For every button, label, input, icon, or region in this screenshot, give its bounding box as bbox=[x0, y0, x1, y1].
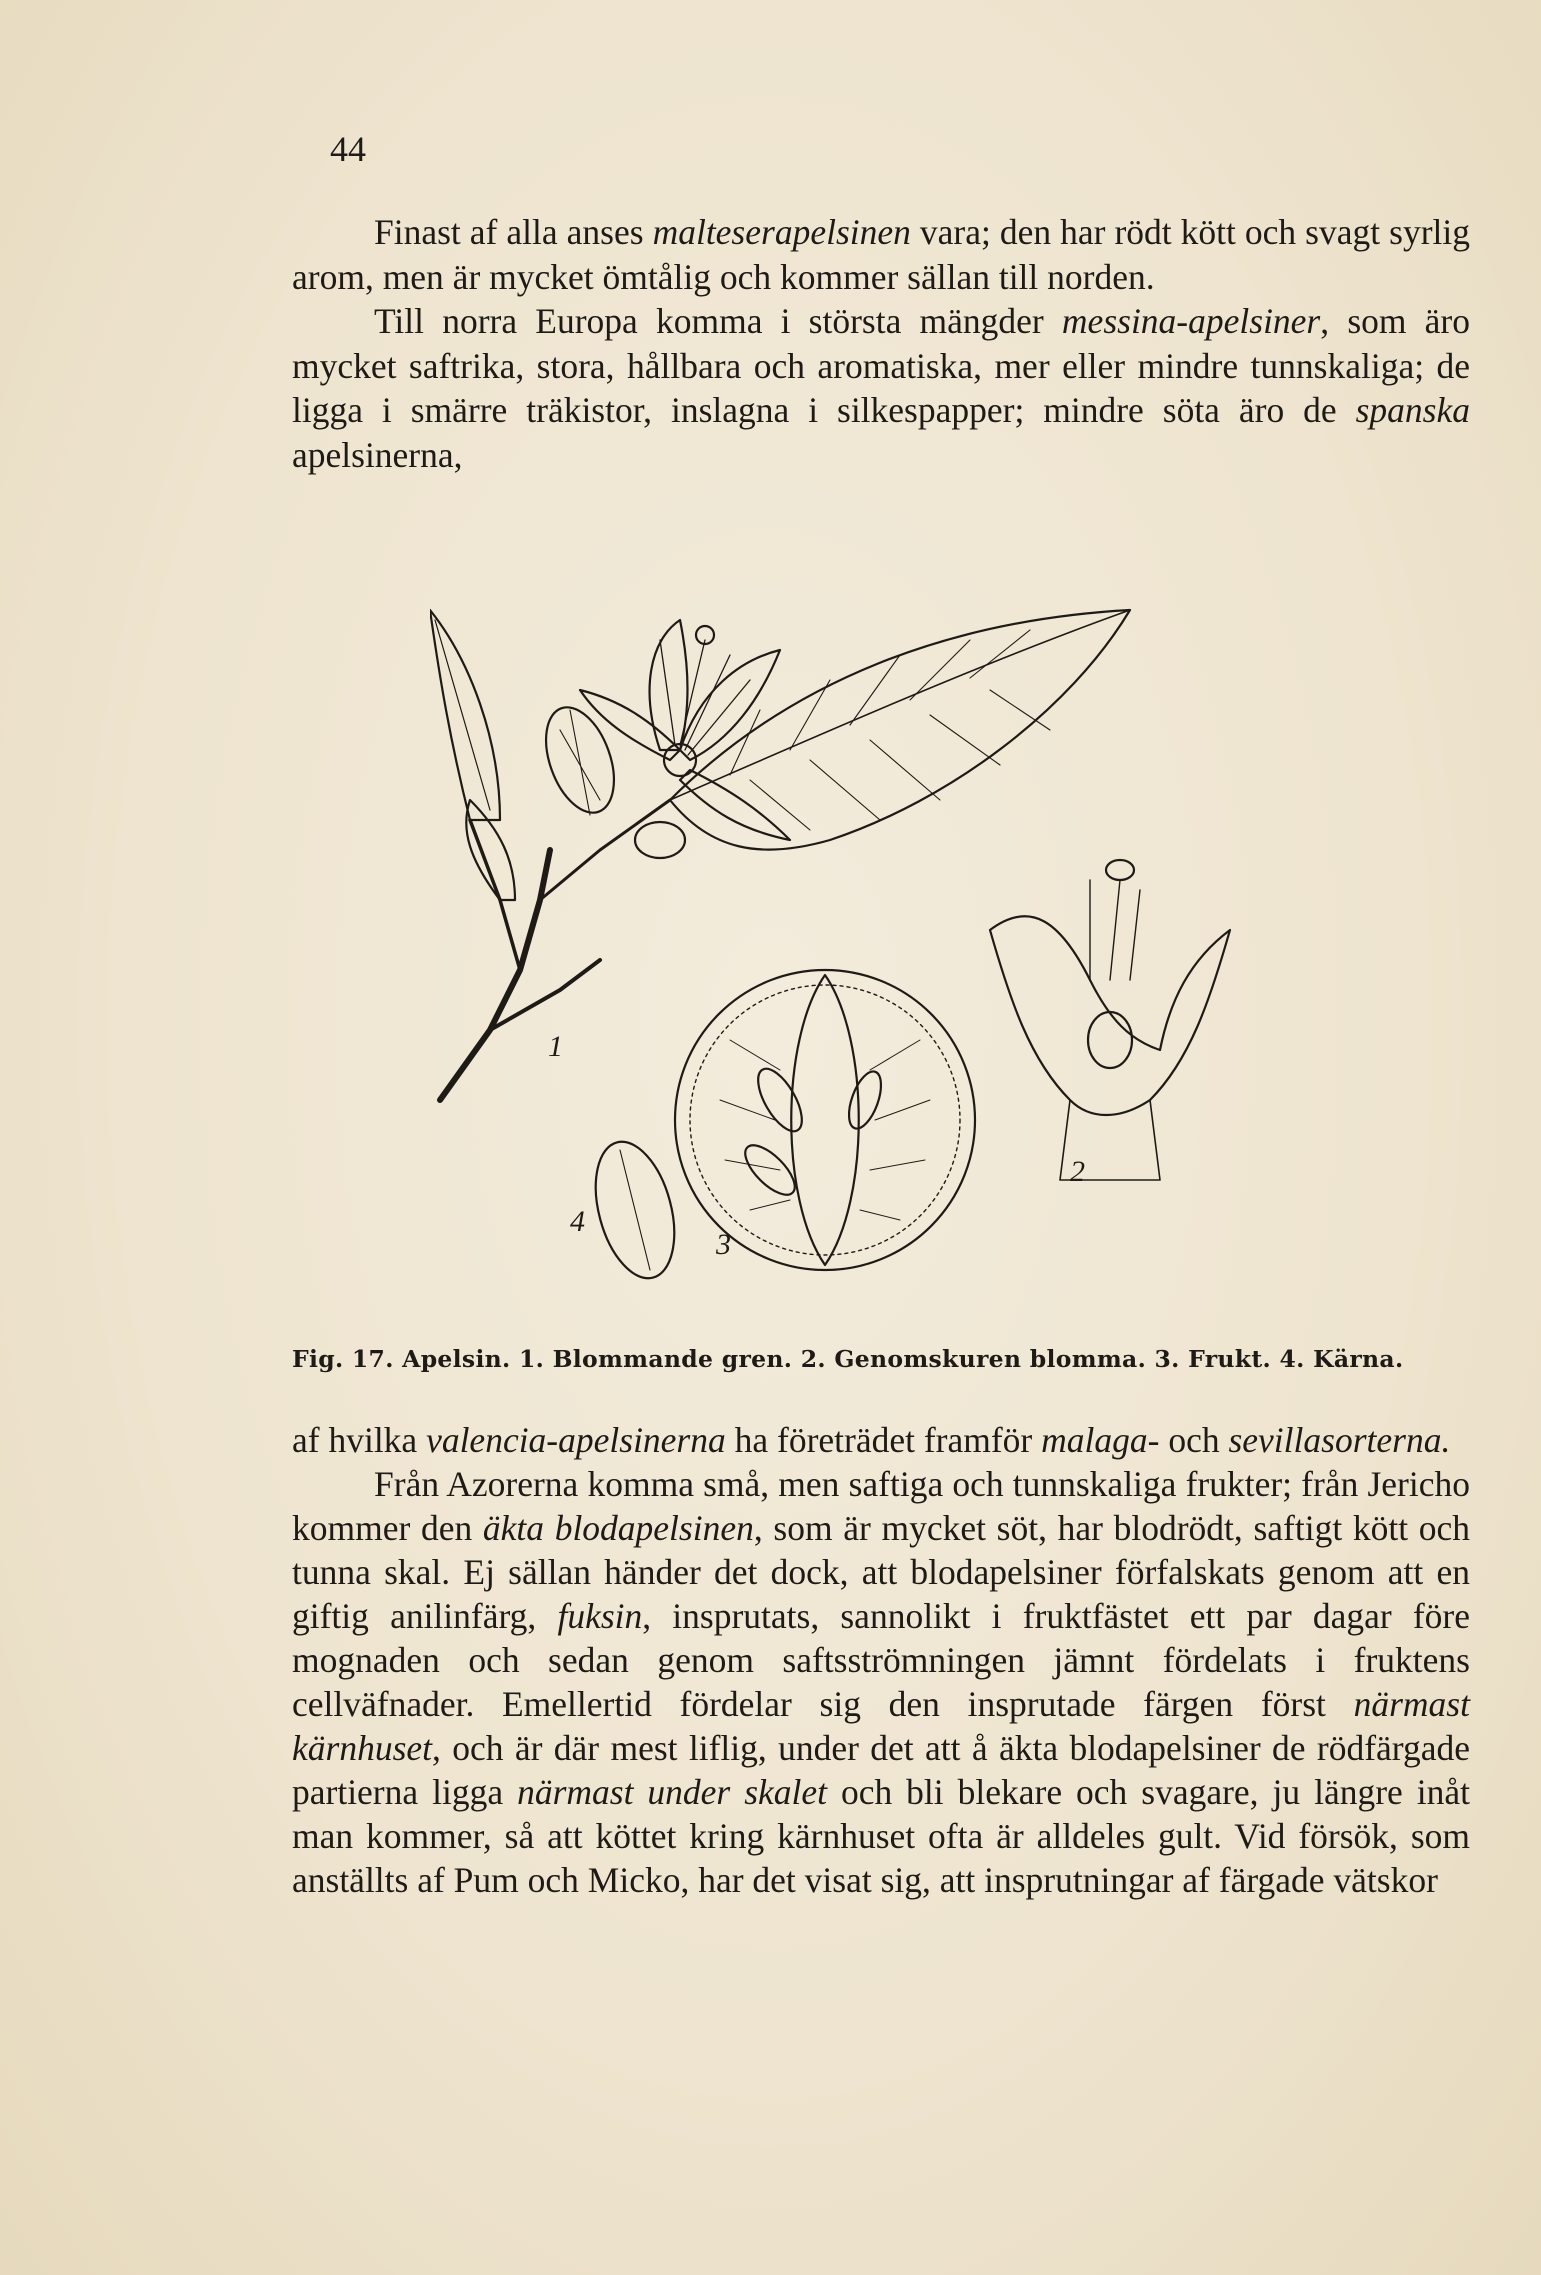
text-run: , insprutats, sannolikt i fruktfästet ett par dagar före mognaden och sedan genom saftsströmningen jämnt fördelats i fruktens cellväfnader. Emellertid fördelar sig den insprutade färgen först bbox=[292, 1596, 1470, 1724]
paragraph bbox=[292, 1418, 1470, 1462]
text-run: apelsinerna, bbox=[292, 434, 463, 475]
text-run: , som äro mycket saftrika, stora, hållbara och aromatiska, mer eller mindre tunnskaliga; de ligga i smärre träkistor, inslagna i silkespapper; mindre söta äro de bbox=[292, 301, 1471, 430]
figure-label-2: 2 bbox=[1070, 1155, 1085, 1188]
paragraph bbox=[292, 1462, 1470, 1902]
italic-term: spanska bbox=[1355, 390, 1470, 430]
figure-label-3: 3 bbox=[716, 1228, 731, 1261]
text-run: Från Azorerna komma små, men saftiga och tunnskaliga frukter; från Jericho kommer den bbox=[292, 1464, 1470, 1548]
italic-term: närmast kärnhuset bbox=[292, 1684, 1470, 1768]
text-run: Till norra Europa komma i största mängder bbox=[374, 301, 1062, 341]
italic-term: äkta blodapelsinen bbox=[482, 1508, 754, 1548]
text-run: Finast af alla anses bbox=[374, 212, 653, 252]
italic-term: valencia-apelsinerna bbox=[426, 1420, 726, 1460]
bottom-text-block bbox=[292, 1418, 1470, 1902]
figure-label-1: 1 bbox=[548, 1030, 563, 1063]
figure-caption: Fig. 17. Apelsin. 1. Blommande gren. 2. Genomskuren blomma. 3. Frukt. 4. Kärna. bbox=[292, 1345, 1404, 1373]
text-run: af hvilka bbox=[292, 1420, 427, 1460]
italic-term: messina-apelsiner bbox=[1061, 301, 1321, 341]
text-run: , som är mycket söt, har blodrödt, saftigt kött och tunna skal. Ej sällan händer det dock, att blodapelsiner förfalskats genom att en giftig anilinfärg, bbox=[292, 1508, 1471, 1636]
paragraph bbox=[292, 210, 1470, 299]
paragraph bbox=[292, 299, 1470, 477]
text-run: och bbox=[1159, 1420, 1229, 1460]
page-number: 44 bbox=[330, 129, 366, 169]
italic-term: malteserapelsinen bbox=[652, 212, 911, 252]
text-run: och bli blekare och svagare, ju längre inåt man kommer, så att köttet kring kärnhuset ofta är alldeles gult. Vid försök, som anställts af Pum och Micko, har det visat sig, att insprutningar af färgade vätskor bbox=[292, 1772, 1470, 1900]
italic-term: närmast under skalet bbox=[517, 1772, 827, 1812]
text-run: , och är där mest liflig, under det att å äkta blodapelsiner de rödfärgade partierna ligga bbox=[292, 1728, 1470, 1812]
italic-term: malaga- bbox=[1041, 1420, 1160, 1460]
italic-term: sevillasorterna. bbox=[1228, 1420, 1451, 1460]
italic-term: fuksin bbox=[557, 1596, 643, 1636]
figure-label-4: 4 bbox=[570, 1205, 585, 1238]
top-text-block bbox=[292, 210, 1470, 477]
text-run: vara; den har rödt kött och svagt syrlig arom, men är mycket ömtålig och kommer sällan till norden. bbox=[292, 212, 1470, 297]
text-run: ha företrädet framför bbox=[725, 1420, 1042, 1460]
orange-illustration bbox=[430, 600, 1390, 1320]
